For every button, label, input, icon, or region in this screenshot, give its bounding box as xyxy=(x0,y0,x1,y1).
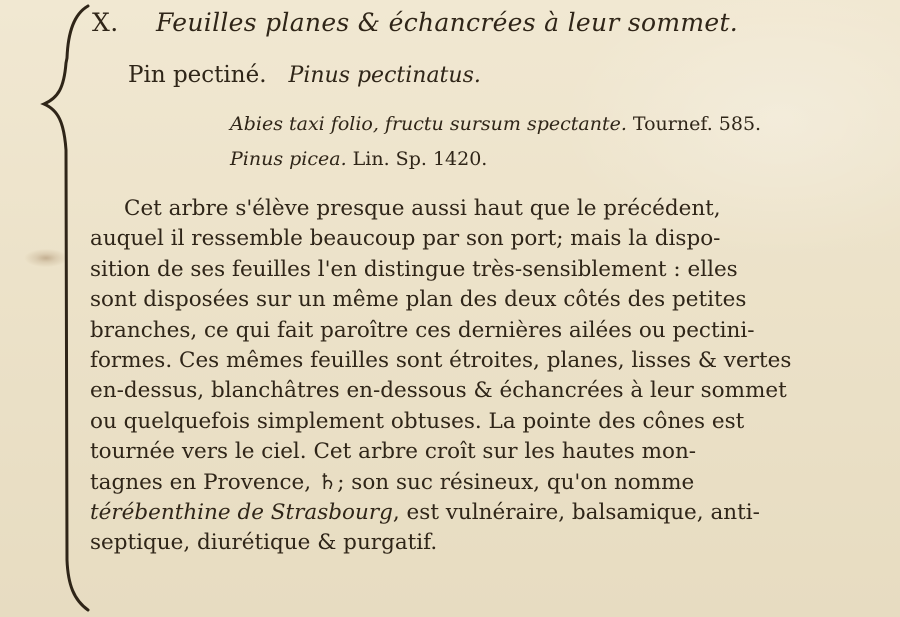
section-title: Feuilles planes & échancrées à leur sommet. xyxy=(156,8,739,37)
synonym-latin: Pinus picea. xyxy=(230,148,347,170)
text-line xyxy=(90,468,888,498)
description-paragraph xyxy=(90,194,888,559)
text-line: ou quelquefois simplement obtuses. La pointe des cônes est xyxy=(90,408,745,434)
synonym-entry xyxy=(230,113,761,135)
text-line xyxy=(90,498,888,528)
text-line: auquel il ressemble beaucoup par son port; mais la dispo- xyxy=(90,226,721,252)
text-line: septique, diurétique & purgatif. xyxy=(90,530,438,556)
text-line: branches, ce qui fait paroître ces dernières ailées ou pectini- xyxy=(90,317,755,343)
synonym-reference: Lin. Sp. 1420. xyxy=(352,148,488,170)
synonym-reference: Tournef. 585. xyxy=(632,113,762,135)
text-line: sont disposées sur un même plan des deux côtés des petites xyxy=(90,287,747,313)
section-heading xyxy=(92,8,738,37)
synonym-latin: Abies taxi folio, fructu sursum spectante. xyxy=(230,113,627,135)
italic-term: térébenthine de Strasbourg xyxy=(90,500,393,526)
text-segment: ; son suc résineux, qu'on nomme xyxy=(337,469,695,495)
synonym-entry xyxy=(230,148,487,170)
text-line: Cet arbre s'élève presque aussi haut que le précédent, xyxy=(124,196,721,221)
text-line: sition de ses feuilles l'en distingue très-sensiblement : elles xyxy=(90,256,738,282)
species-french-name: Pin pectiné. xyxy=(128,62,267,88)
text-line: tournée vers le ciel. Cet arbre croît sur les hautes mon- xyxy=(90,439,697,465)
species-latin-name: Pinus pectinatus. xyxy=(288,63,481,88)
text-segment: , est vulnéraire, balsamique, anti- xyxy=(392,500,760,526)
section-number: X. xyxy=(92,8,119,37)
text-line: en-dessus, blanchâtres en-dessous & échancrées à leur sommet xyxy=(90,378,787,404)
species-name xyxy=(128,62,481,88)
saturn-symbol-icon: ♄ xyxy=(317,469,338,495)
text-line: formes. Ces mêmes feuilles sont étroites, planes, lisses & vertes xyxy=(90,348,792,374)
text-segment: tagnes en Provence, xyxy=(90,469,312,495)
